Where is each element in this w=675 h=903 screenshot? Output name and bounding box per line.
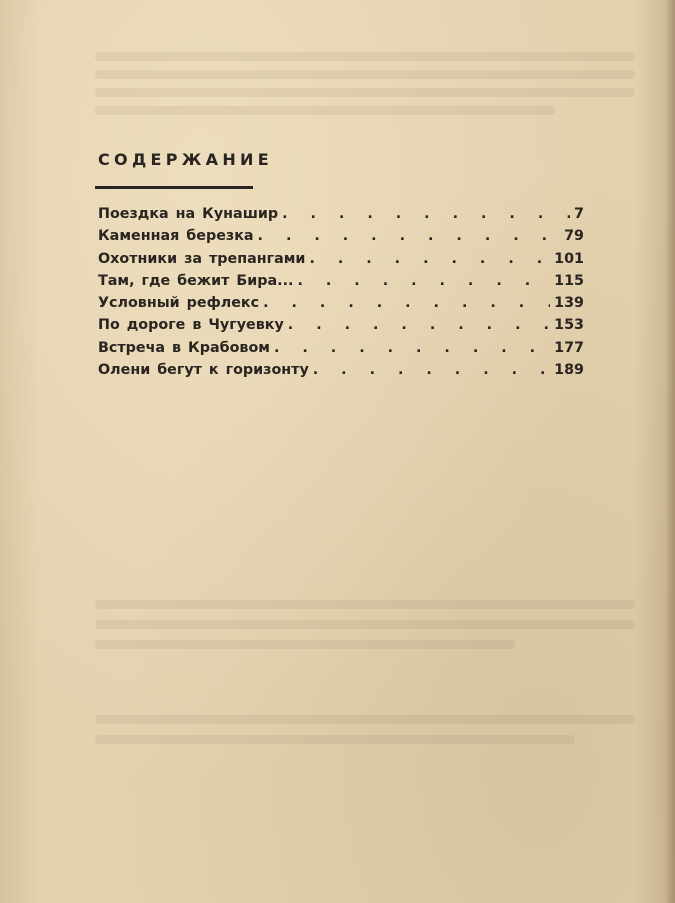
show-through-line (95, 735, 575, 744)
table-of-contents (98, 206, 584, 384)
show-through-line (95, 620, 635, 629)
toc-entry-title: Поездка на Кунашир (98, 206, 279, 222)
toc-leader-dots (274, 340, 550, 356)
toc-leader-dots (313, 362, 550, 378)
toc-entry-page: 115 (554, 272, 584, 289)
toc-entry-title: Там, где бежит Бира... (98, 272, 294, 289)
toc-leader-dots (258, 228, 561, 244)
show-through-line (95, 52, 635, 61)
show-through-line (95, 106, 555, 115)
toc-entry (98, 340, 584, 362)
show-through-line (95, 715, 635, 724)
toc-entry (98, 251, 584, 273)
show-through-line (95, 640, 515, 649)
toc-entry-page: 139 (554, 295, 584, 312)
toc-entry-page: 153 (554, 317, 584, 334)
toc-entry (98, 206, 584, 228)
page-spine-shadow (665, 0, 675, 903)
toc-leader-dots (297, 273, 550, 289)
show-through-line (95, 600, 635, 609)
toc-entry-title: По дороге в Чугуевку (98, 317, 284, 334)
toc-leader-dots (288, 317, 550, 333)
show-through-line (95, 88, 635, 97)
toc-leader-dots (282, 206, 570, 222)
toc-entry (98, 273, 584, 295)
toc-entry-title: Олени бегут к горизонту (98, 362, 309, 379)
toc-entry-title: Охотники за трепангами (98, 250, 306, 267)
toc-entry-page: 79 (564, 228, 584, 245)
toc-leader-dots (309, 251, 550, 267)
toc-entry-page: 7 (574, 206, 584, 222)
toc-entry-page: 177 (554, 339, 584, 356)
toc-entry (98, 317, 584, 339)
title-underline (95, 186, 253, 189)
toc-entry-title: Условный рефлекс (98, 295, 260, 312)
toc-entry-title: Каменная березка (98, 228, 254, 245)
toc-entry-page: 101 (554, 250, 584, 267)
toc-entry (98, 362, 584, 384)
toc-entry-page: 189 (554, 362, 584, 379)
toc-entry (98, 295, 584, 317)
toc-entry (98, 228, 584, 250)
show-through-line (95, 70, 635, 79)
toc-entry-title: Встреча в Крабовом (98, 339, 270, 356)
page-title: СОДЕРЖАНИЕ (98, 150, 273, 169)
toc-leader-dots (263, 295, 550, 311)
